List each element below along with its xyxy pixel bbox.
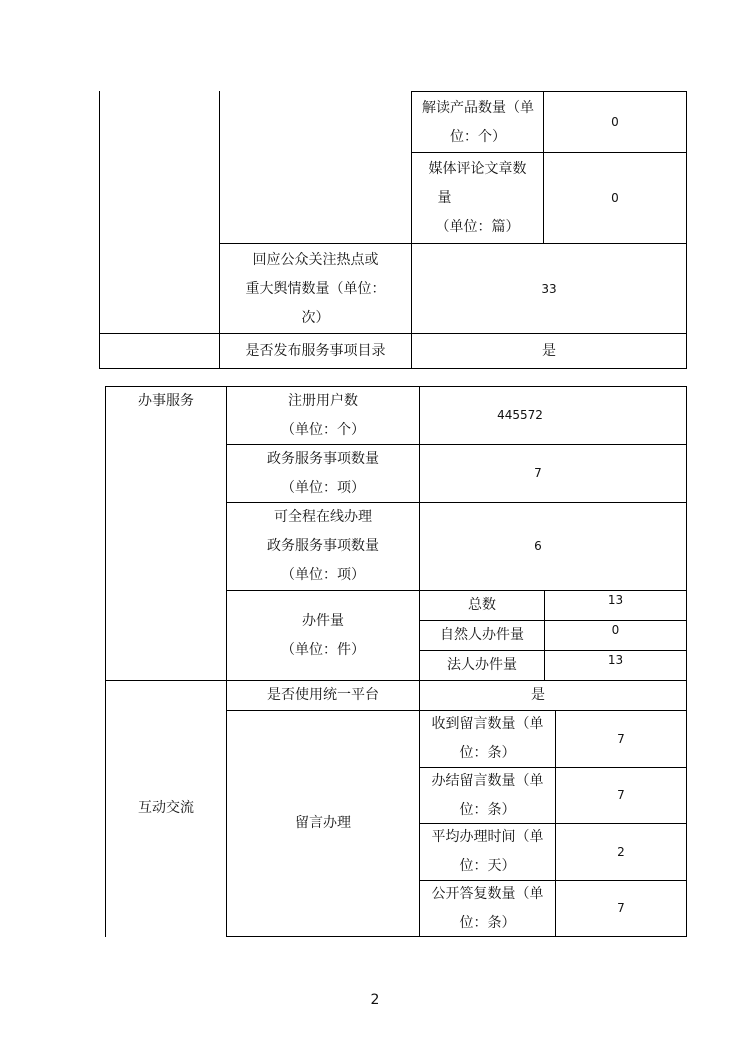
label-line: 平均办理时间（单 (431, 829, 544, 845)
gov-items-value: 7 (534, 466, 542, 480)
msg-closed-value: 7 (617, 788, 625, 802)
label-line: （单位：项） (281, 567, 365, 583)
media-comment-label (412, 154, 543, 243)
rule (411, 91, 687, 92)
msg-received-value: 7 (617, 731, 625, 746)
label-line: 位：条） (459, 801, 516, 818)
label-line: 政务服务事项数量 (267, 450, 379, 467)
message-handling-label: 留言办理 (295, 815, 351, 831)
hotspot-label (220, 245, 411, 333)
unified-platform-value: 是 (531, 687, 545, 703)
label-line: 注册用户数 (288, 392, 358, 409)
workload-natural-value: 0 (611, 623, 620, 637)
label-line: 位：条） (459, 914, 516, 931)
rule (99, 91, 100, 369)
label-line: 次） (301, 309, 330, 326)
label-line: 位：条） (459, 745, 516, 761)
workload-legal-value: 13 (607, 653, 624, 667)
workload-natural-label: 自然人办件量 (440, 627, 524, 643)
registered-users-label (227, 387, 419, 444)
msg-closed-label (420, 768, 555, 823)
section-interaction: 互动交流 (138, 800, 194, 816)
public-reply-value: 7 (617, 901, 625, 915)
online-items-label (227, 503, 419, 590)
online-items-value: 6 (534, 539, 542, 553)
media-read-count-label: 解读产品数量（单位：个） (422, 99, 534, 145)
label-line: （单位：项） (281, 479, 365, 496)
rule (99, 368, 687, 369)
workload-label (227, 591, 419, 680)
label-line: 政务服务事项数量 (267, 538, 379, 554)
label-line: 办件量 (302, 612, 344, 629)
gov-items-label (227, 445, 419, 502)
workload-total-value: 13 (607, 593, 624, 607)
rule (219, 243, 687, 244)
rule (686, 386, 687, 937)
workload-legal-label: 法人办件量 (447, 657, 517, 673)
public-reply-label (420, 881, 555, 936)
label-line: 收到留言数量（单 (431, 716, 544, 732)
registered-users-value: 445572 (497, 408, 543, 422)
label-line: 公开答复数量（单 (431, 885, 544, 902)
media-comment-value: 0 (611, 191, 619, 205)
hotspot-value: 33 (541, 281, 557, 296)
msg-received-label (420, 711, 555, 767)
service-catalog-value: 是 (542, 342, 556, 359)
label-line: 媒体评论文章数 (428, 161, 527, 177)
page-number: 2 (370, 991, 380, 1008)
unified-platform-label: 是否使用统一平台 (267, 687, 379, 703)
workload-total-label: 总数 (468, 597, 496, 613)
label-line: （单位：篇） (435, 219, 520, 235)
avg-time-label (420, 824, 555, 880)
label-line: （单位：个） (281, 421, 365, 438)
label-line: 可全程在线办理 (274, 509, 372, 525)
section-service: 办事服务 (138, 393, 194, 409)
rule (411, 152, 687, 153)
label-line: 回应公众关注热点或 (252, 251, 379, 268)
label-line: 重大舆情数量（单位： (245, 280, 386, 297)
label-line: 位：天） (459, 858, 516, 874)
label-line: 办结留言数量（单 (431, 772, 544, 789)
label-line: （单位：件） (281, 641, 365, 658)
rule (686, 91, 687, 369)
label-line: 量 (437, 190, 452, 206)
avg-time-value: 2 (617, 844, 625, 859)
service-catalog-label: 是否发布服务事项目录 (245, 342, 386, 359)
media-read-count-value: 0 (611, 115, 619, 129)
